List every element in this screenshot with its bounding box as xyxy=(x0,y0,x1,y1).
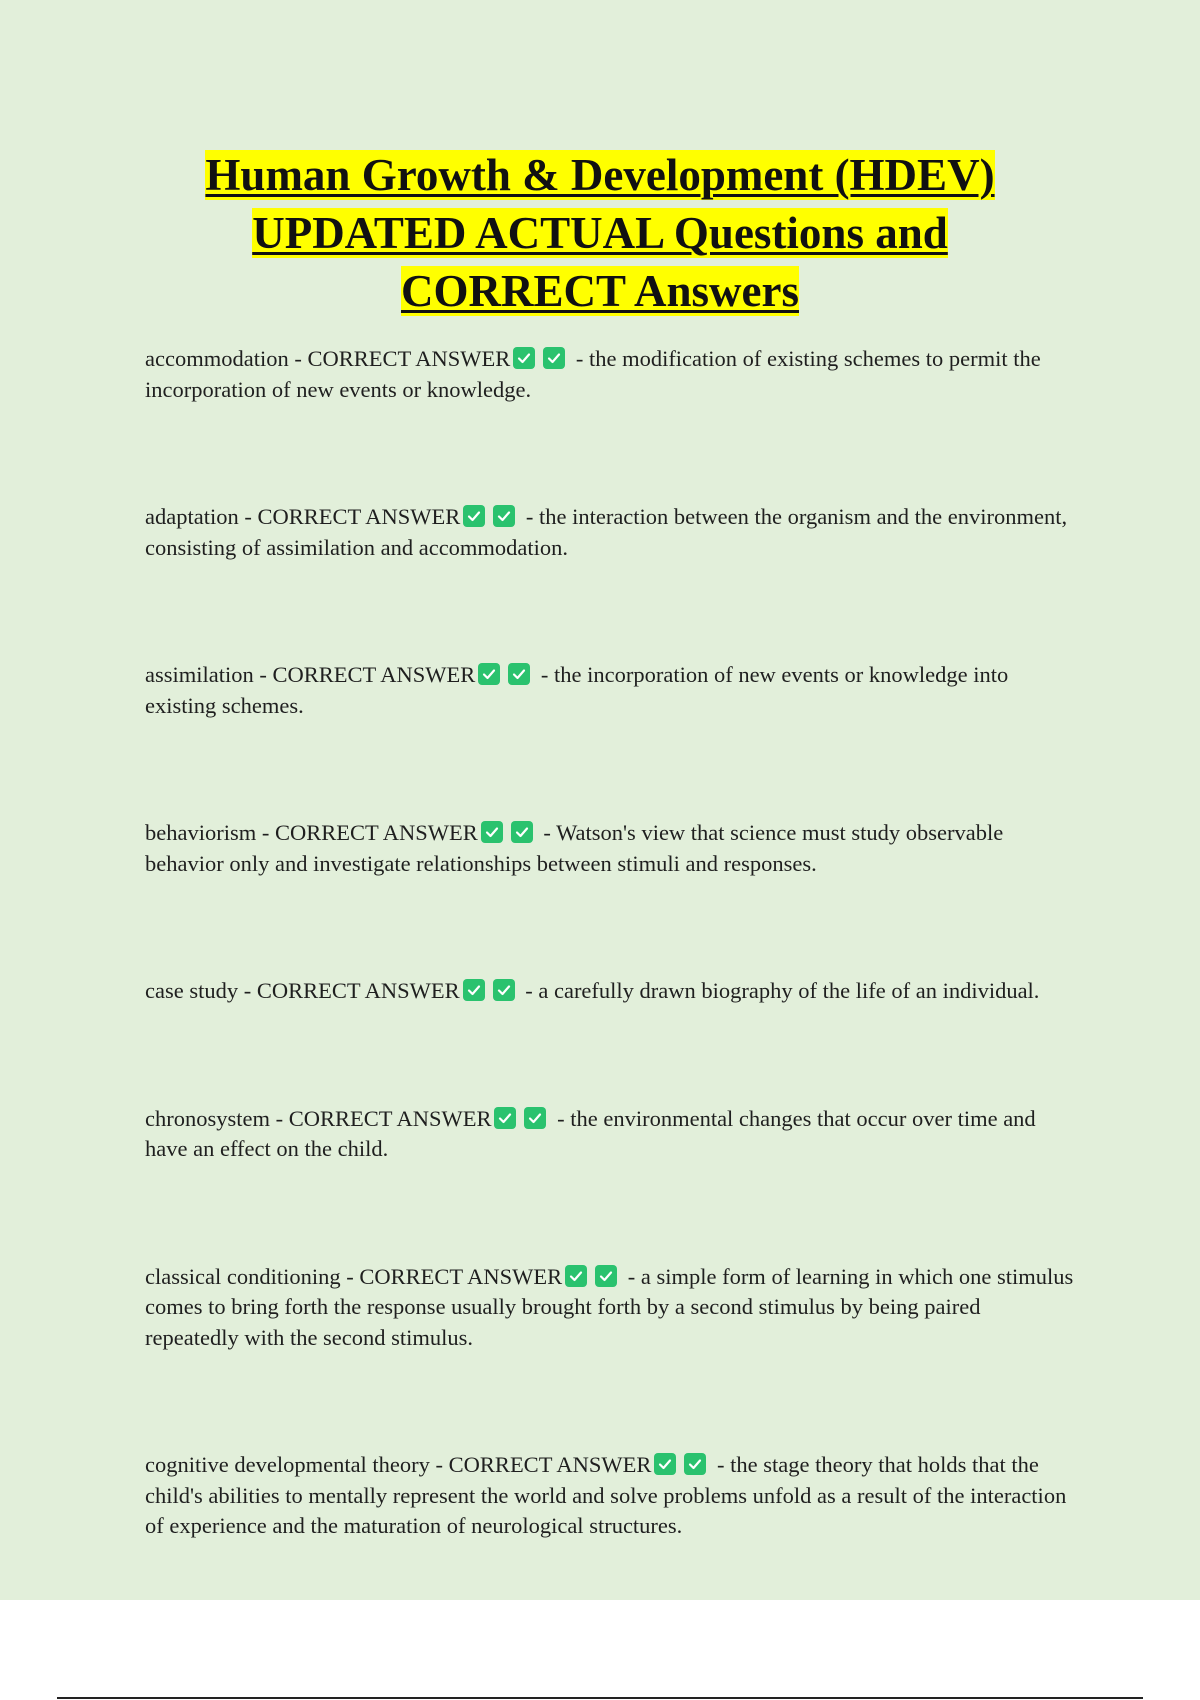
answer-marker: CORRECT ANSWER xyxy=(448,1452,652,1477)
footer-divider xyxy=(57,1697,1143,1699)
entry-definition: the interaction between the organism and the environment, consisting of assimilation and accommodation. xyxy=(145,504,1068,560)
check-mark-icon xyxy=(508,663,530,685)
check-mark-icon xyxy=(654,1453,676,1475)
separator: - xyxy=(253,662,273,687)
separator: - xyxy=(288,346,308,371)
qa-entry xyxy=(145,1262,1077,1354)
check-mark-icon xyxy=(463,979,485,1001)
check-mark-icon xyxy=(595,1265,617,1287)
answer-marker: CORRECT ANSWER xyxy=(307,346,511,371)
entry-definition: the stage theory that holds that the child's abilities to mentally represent the world and solve problems unfold as a result of the interaction of experience and the maturation of neurological structures. xyxy=(145,1452,1067,1538)
qa-entry xyxy=(145,344,1077,405)
check-mark-icon xyxy=(481,821,503,843)
entry-definition: Watson's view that science must study observable behavior only and investigate relationships between stimuli and responses. xyxy=(145,820,1004,876)
check-mark-icon xyxy=(511,821,533,843)
separator: - xyxy=(429,1452,449,1477)
entry-term: classical conditioning xyxy=(145,1263,341,1289)
title-line: CORRECT Answers xyxy=(401,266,799,316)
check-mark-icon xyxy=(543,347,565,369)
check-mark-icon xyxy=(524,1107,546,1129)
check-mark-icon xyxy=(565,1265,587,1287)
qa-entry xyxy=(145,660,1077,721)
check-mark-icon xyxy=(478,663,500,685)
entry-term: assimilation xyxy=(145,662,254,687)
document-title xyxy=(100,146,1100,320)
separator: - xyxy=(340,1263,360,1289)
check-mark-icon xyxy=(684,1453,706,1475)
qa-entry xyxy=(145,1450,1077,1542)
qa-entry xyxy=(145,976,1077,1007)
separator: - xyxy=(520,504,539,529)
entry-term: accommodation xyxy=(145,346,289,371)
separator: - xyxy=(256,820,275,845)
separator: - xyxy=(519,978,539,1003)
separator: - xyxy=(238,504,258,529)
entry-definition: the environmental changes that occur over time and have an effect on the child. xyxy=(145,1105,1036,1161)
separator: - xyxy=(711,1452,731,1477)
separator: - xyxy=(238,978,257,1003)
check-mark-icon xyxy=(493,505,515,527)
separator: - xyxy=(269,1105,289,1131)
check-mark-icon xyxy=(493,979,515,1001)
entry-definition: a simple form of learning in which one stimulus comes to bring forth the response usually brought forth by a second stimulus by being paired repeatedly with the second stimulus. xyxy=(145,1263,1074,1350)
separator: - xyxy=(551,1105,571,1131)
qa-entry xyxy=(145,502,1077,563)
check-mark-icon xyxy=(463,505,485,527)
answer-marker: CORRECT ANSWER xyxy=(257,504,461,529)
answer-marker: CORRECT ANSWER xyxy=(359,1263,563,1289)
answer-marker: CORRECT ANSWER xyxy=(256,978,460,1003)
answer-marker: CORRECT ANSWER xyxy=(274,820,478,845)
qa-entry xyxy=(145,818,1077,879)
separator: - xyxy=(535,662,554,687)
qa-list xyxy=(145,344,1077,1542)
separator: - xyxy=(537,820,557,845)
separator: - xyxy=(622,1263,641,1289)
answer-marker: CORRECT ANSWER xyxy=(288,1105,492,1131)
title-line: Human Growth & Development (HDEV) xyxy=(205,150,995,200)
entry-definition: the modification of existing schemes to permit the incorporation of new events or knowledge. xyxy=(145,346,1041,402)
entry-term: chronosystem xyxy=(145,1105,270,1131)
entry-definition: the incorporation of new events or knowledge into existing schemes. xyxy=(145,662,1009,718)
entry-term: adaptation xyxy=(145,504,239,529)
entry-term: behaviorism xyxy=(145,820,257,845)
separator: - xyxy=(570,346,589,371)
answer-marker: CORRECT ANSWER xyxy=(272,662,476,687)
entry-definition: a carefully drawn biography of the life of an individual. xyxy=(538,978,1040,1003)
title-line: UPDATED ACTUAL Questions and xyxy=(252,208,948,258)
check-mark-icon xyxy=(494,1107,516,1129)
qa-entry xyxy=(145,1104,1077,1165)
entry-term: case study xyxy=(145,978,239,1003)
entry-term: cognitive developmental theory xyxy=(145,1452,430,1477)
check-mark-icon xyxy=(513,347,535,369)
